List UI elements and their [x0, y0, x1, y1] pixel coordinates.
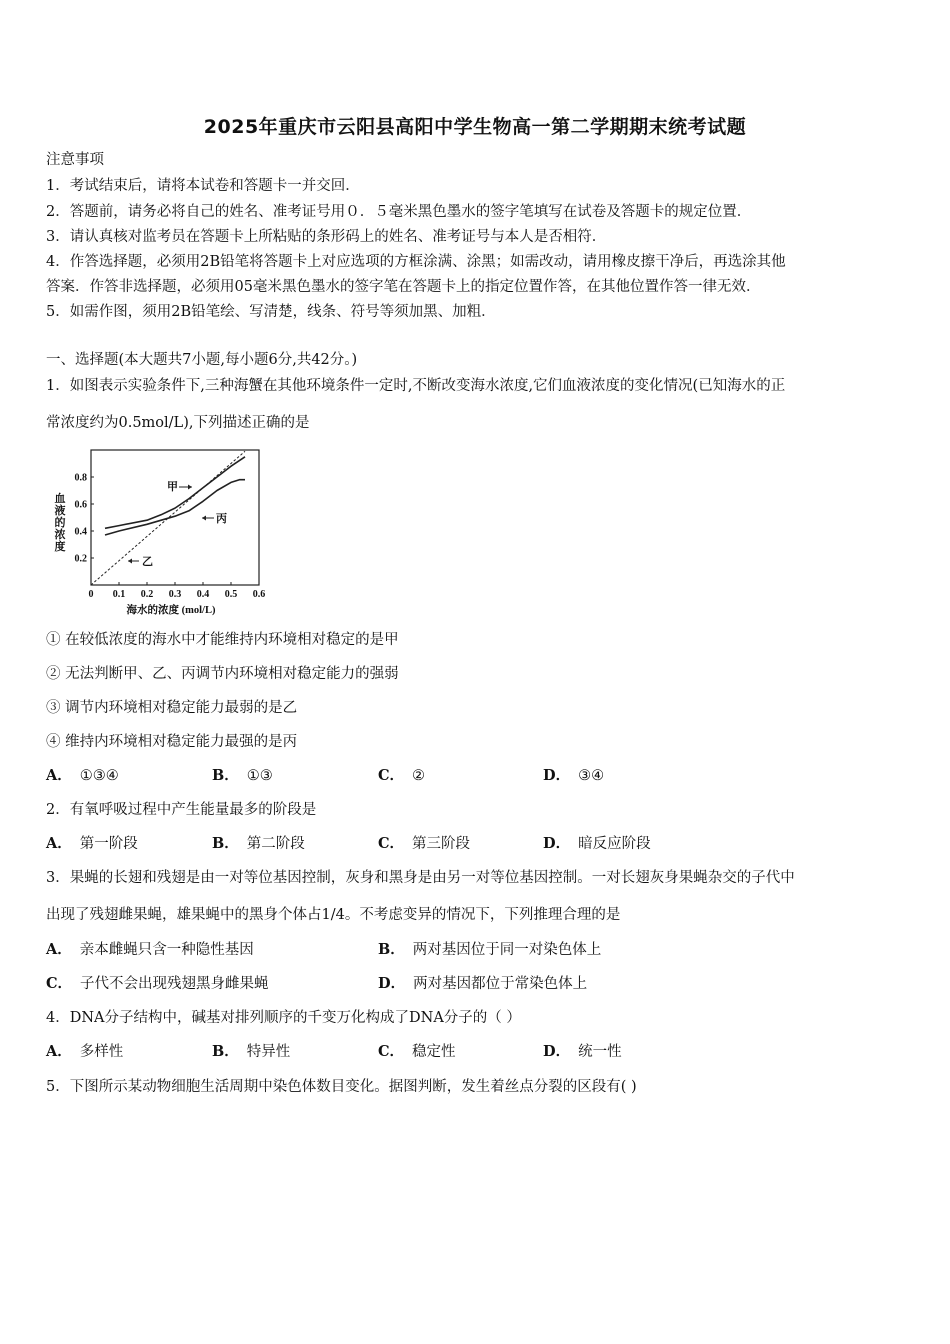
series-annotation: 甲: [167, 481, 178, 493]
question-text: 下图所示某动物细胞生活周期中染色体数目变化。据图判断，发生着丝点分裂的区段有( ): [69, 1079, 637, 1095]
x-tick-label: 0.3: [168, 589, 182, 600]
notice-item: 2．答题前，请务必将自己的姓名、准考证号用０．５毫米黑色墨水的签字笔填写在试卷及答题卡的规定位置．: [46, 204, 752, 220]
question-text: 果蝇的长翅和残翅是由一对等位基因控制，灰身和黑身是由另一对等位基因控制。一对长翅灰身果蝇杂交的子代中: [69, 870, 795, 886]
notice-item: 5．如需作图，须用2B铅笔绘、写清楚，线条、符号等须加黑、加粗．: [46, 304, 496, 320]
question-text: DNA分子结构中，碱基对排列顺序的千变万化构成了DNA分子的（ ）: [69, 1010, 521, 1026]
option-b[interactable]: B． 两对基因位于同一对染色体上: [378, 941, 602, 958]
series-annotation: 乙: [142, 556, 153, 568]
y-tick-label: 0.4: [74, 526, 87, 538]
x-axis-label: 海水的浓度 (mol/L): [126, 605, 216, 616]
plot-frame: [91, 450, 259, 585]
y-axis-label: 血液的浓度: [54, 493, 66, 553]
series-annotation: 丙: [216, 513, 227, 525]
question-3-line-1: [46, 868, 795, 888]
option-a[interactable]: A． 亲本雌蝇只含一种隐性基因: [46, 941, 254, 958]
question-4: [46, 1008, 521, 1028]
notice-item: 答案．作答非选择题，必须用05毫米黑色墨水的签字笔在答题卡上的指定位置作答，在其他位置作答一律无效．: [46, 279, 761, 295]
question-1-line-1: [46, 376, 785, 396]
notice-item: 4．作答选择题，必须用2B铅笔将答题卡上对应选项的方框涂满、涂黑；如需改动，请用橡皮擦干净后，再选涂其他: [46, 254, 786, 270]
option-b[interactable]: B． 第二阶段: [212, 835, 305, 852]
blood-concentration-chart: [44, 444, 274, 620]
notice-item: 1．考试结束后，请将本试卷和答题卡一并交回．: [46, 178, 360, 194]
section-heading: 一、选择题(本大题共7小题,每小题6分,共42分。): [46, 352, 358, 368]
x-tick-label: 0.1: [112, 589, 126, 600]
x-tick-label: 0.4: [196, 589, 210, 600]
question-5: [46, 1077, 637, 1097]
option-a[interactable]: A． 第一阶段: [46, 835, 138, 852]
option-c[interactable]: C． ②: [378, 767, 426, 784]
y-tick-label: 0.6: [74, 499, 87, 511]
statement: ④ 维持内环境相对稳定能力最强的是丙: [46, 734, 298, 750]
question-number: 4．: [46, 1010, 70, 1026]
option-d[interactable]: D． ③④: [543, 767, 605, 784]
annotation-arrowhead: [202, 516, 206, 521]
question-number: 2．: [46, 802, 70, 818]
option-d[interactable]: D． 统一性: [543, 1043, 622, 1060]
statement: ② 无法判断甲、乙、丙调节内环境相对稳定能力的强弱: [46, 666, 399, 682]
annotation-arrowhead: [128, 559, 132, 564]
annotation-arrowhead: [188, 485, 192, 490]
option-c[interactable]: C． 稳定性: [378, 1043, 456, 1060]
option-d[interactable]: D． 两对基因都位于常染色体上: [378, 975, 588, 992]
question-number: 5．: [46, 1079, 70, 1095]
question-text: 如图表示实验条件下,三种海蟹在其他环境条件一定时,不断改变海水浓度,它们血液浓度的变化情况(已知海水的正: [69, 378, 786, 394]
x-tick-label: 0.5: [224, 589, 238, 600]
option-b[interactable]: B． ①③: [212, 767, 273, 784]
option-a[interactable]: A． ①③④: [46, 767, 119, 784]
notice-heading: 注意事项: [46, 152, 104, 168]
option-d[interactable]: D． 暗反应阶段: [543, 835, 651, 852]
option-a[interactable]: A． 多样性: [46, 1043, 124, 1060]
notice-item: 3．请认真核对监考员在答题卡上所粘贴的条形码上的姓名、准考证号与本人是否相符．: [46, 229, 607, 245]
question-3-line-2: 出现了残翅雌果蝇，雄果蝇中的黑身个体占1/4。不考虑变异的情况下，下列推理合理的是: [46, 907, 621, 923]
statement: ① 在较低浓度的海水中才能维持内环境相对稳定的是甲: [46, 632, 399, 648]
x-tick-label: 0: [88, 589, 94, 600]
x-tick-label: 0.2: [140, 589, 154, 600]
question-number: 3．: [46, 870, 70, 886]
y-tick-label: 0.8: [74, 472, 87, 484]
option-c[interactable]: C． 第三阶段: [378, 835, 471, 852]
question-1-line-2: 常浓度约为0.5mol/L),下列描述正确的是: [46, 415, 310, 431]
question-number: 1．: [46, 378, 70, 394]
option-b[interactable]: B． 特异性: [212, 1043, 291, 1060]
chart-layer: [55, 450, 266, 616]
option-c[interactable]: C． 子代不会出现残翅黑身雌果蝇: [46, 975, 269, 992]
question-2: [46, 800, 316, 820]
x-tick-label: 0.6: [252, 589, 266, 600]
page-title: 2025年重庆市云阳县高阳中学生物高一第二学期期末统考试题: [203, 116, 747, 138]
statement: ③ 调节内环境相对稳定能力最弱的是乙: [46, 700, 298, 716]
question-text: 有氧呼吸过程中产生能量最多的阶段是: [69, 802, 317, 818]
y-tick-label: 0.2: [74, 553, 87, 565]
